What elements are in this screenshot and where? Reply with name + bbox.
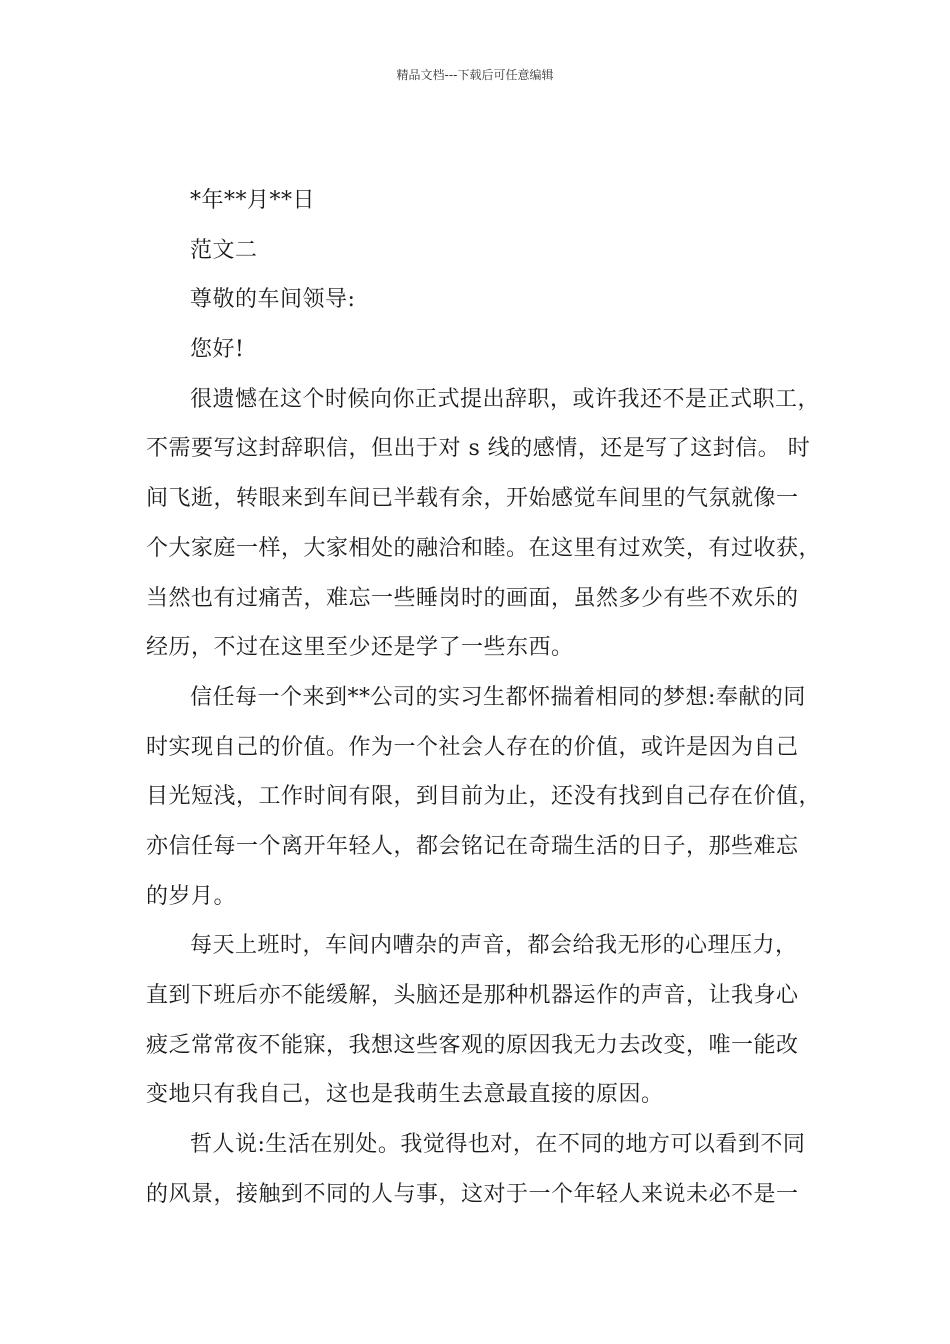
text-line: 范文二 <box>190 237 258 263</box>
text-line: 目光短浅，工作时间有限，到目前为止，还没有找到自己存在价值， <box>146 784 822 810</box>
text-line: 时实现自己的价值。作为一个社会人存在的价值，或许是因为自己 <box>146 734 799 760</box>
document-body <box>146 176 822 1219</box>
text-line: 经历，不过在这里至少还是学了一些东西。 <box>146 635 574 661</box>
page-header: 精品文档---下载后可任意编辑 <box>396 68 554 82</box>
text-line: 直到下班后亦不能缓解，头脑还是那种机器运作的声音，让我身心 <box>146 983 799 1008</box>
text-line: 的岁月。 <box>146 883 237 909</box>
text-line: 不需要写这封辞职信，但出于对 s 线的感情，还是写了这封信。 时 <box>146 436 811 462</box>
text-line: 变地只有我自己，这也是我萌生去意最直接的原因。 <box>146 1082 664 1108</box>
text-line: 哲人说:生活在别处。我觉得也对，在不同的地方可以看到不同 <box>190 1132 806 1158</box>
text-line: 个大家庭一样，大家相处的融洽和睦。在这里有过欢笑，有过收获， <box>146 535 822 561</box>
text-line: 尊敬的车间领导: <box>190 287 356 313</box>
text-line: 当然也有过痛苦，难忘一些睡岗时的画面，虽然多少有些不欢乐的 <box>146 585 799 611</box>
text-line: 很遗憾在这个时候向你正式提出辞职，或许我还不是正式职工， <box>190 386 821 412</box>
text-line: 的风景，接触到不同的人与事，这对于一个年轻人来说未必不是一 <box>146 1181 799 1207</box>
text-line: 亦信任每一个离开年轻人，都会铭记在奇瑞生活的日子，那些难忘 <box>146 833 799 859</box>
text-line: 信任每一个来到**公司的实习生都怀揣着相同的梦想:奉献的同 <box>190 684 806 710</box>
text-line: *年**月**日 <box>190 188 316 213</box>
text-line: 疲乏常常夜不能寐，我想这些客观的原因我无力去改变，唯一能改 <box>146 1032 799 1058</box>
text-line: 您好! <box>190 337 245 363</box>
text-line: 每天上班时，车间内嘈杂的声音，都会给我无形的心理压力， <box>190 933 798 959</box>
text-line: 间飞逝，转眼来到车间已半载有余，开始感觉车间里的气氛就像一 <box>146 486 799 512</box>
